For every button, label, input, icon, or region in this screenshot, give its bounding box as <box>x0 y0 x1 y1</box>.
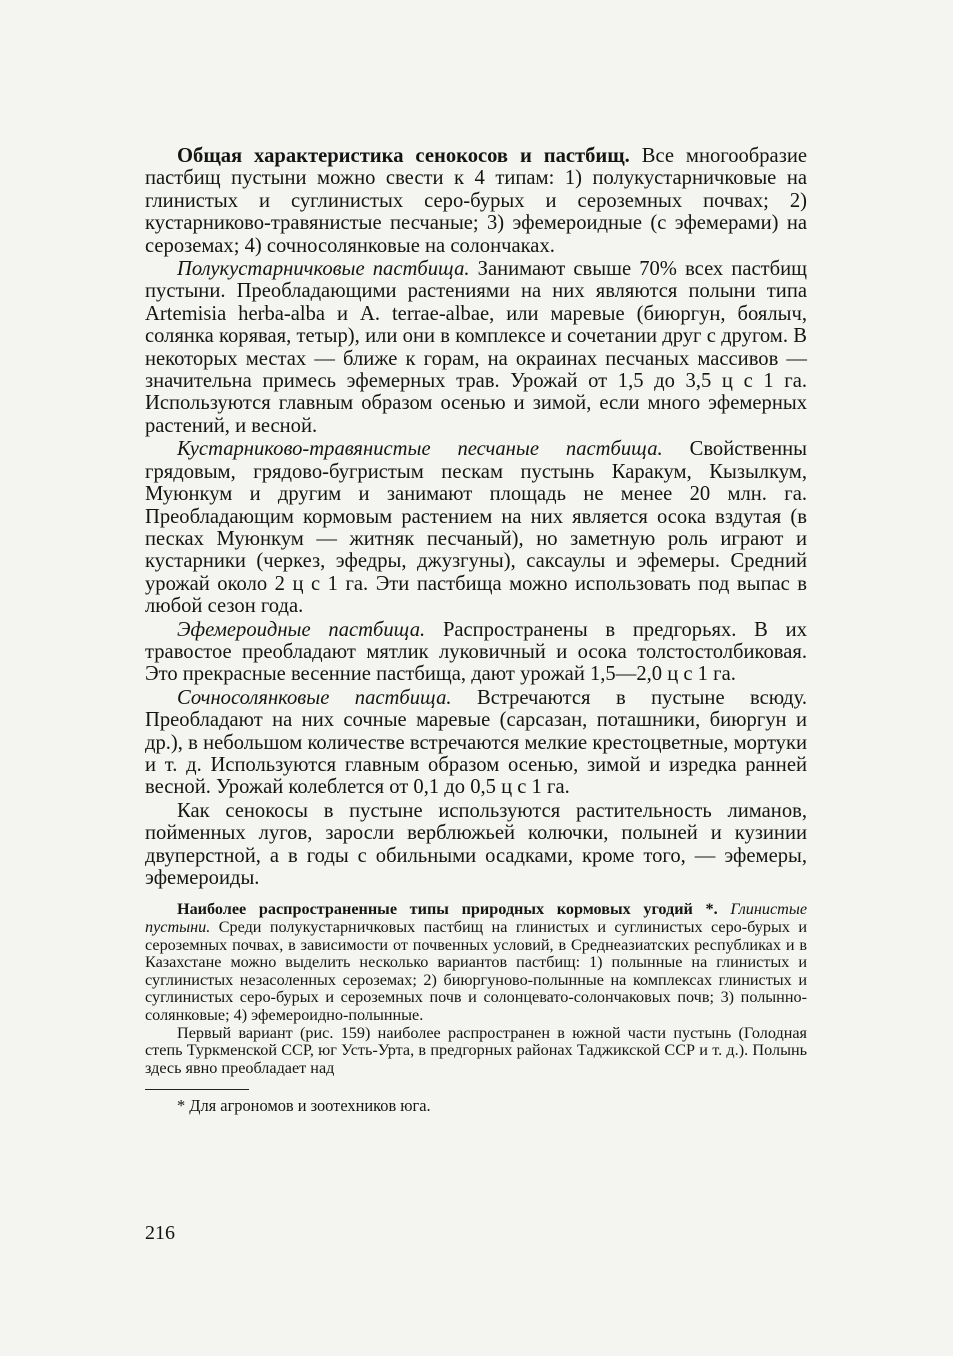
heading-types: Наиболее распространенные типы природных кормовых угодий *. <box>177 900 718 919</box>
paragraph-types <box>145 901 807 1024</box>
small-text <box>145 901 807 1077</box>
heading-general: Общая характеристика сенокосов и пастбищ. <box>177 145 630 167</box>
text-ephemeroid: Распространены в предгорьях. В их травостое преобладают мятлик луковичный и осока толстостолбиковая. Это прекрасные весенние пастбища, дают урожай 1,5—2,0 ц с 1 га. <box>145 618 808 686</box>
paragraph-first-variant <box>145 1025 807 1078</box>
paragraph-general <box>145 145 807 257</box>
heading-shrub-grass: Кустарниково-травянистые песчаные пастбища. <box>177 438 663 461</box>
paragraph-ephemeroid <box>145 619 807 686</box>
text-general: Все многообразие пастбищ пустыни можно свести к 4 типам: 1) полукустарничковые на глинистых и суглинистых серо-бурых и сероземных почвах; 2) кустарниково-травянистые песчаные; 3) эфемероидные (с эфемерами) на сероземах; 4) сочносолянковые на солончаках. <box>145 145 807 257</box>
text-first-variant: (рис. 159) наиболее распространен в южной части пустынь (Голодная степь Туркменской ССР, юг Усть-Урта, в предгорных районах Таджикской ССР и т. д.). Полынь здесь явно преобладает над <box>145 1023 807 1077</box>
paragraph-succulent <box>145 687 807 799</box>
lead-first-variant: Первый вариант <box>177 1023 293 1042</box>
subheading-clay-deserts: Глинистые пустыни. <box>145 900 808 936</box>
text-succulent: Встречаются в пустыне всюду. Преобладают на них сочные маревые (сарсазан, поташники, биюргун и др.), в небольшом количестве встречаются мелкие крестоцветные, мортуки и т. д. Используются главным образом осенью, зимой и изредка ранней весной. Урожай колеблется от 0,1 до 0,5 ц с 1 га. <box>145 686 807 799</box>
footnote-divider <box>145 1089 249 1090</box>
paragraph-shrub-grass <box>145 438 807 617</box>
heading-succulent: Сочносолянковые пастбища. <box>177 686 452 709</box>
heading-ephemeroid: Эфемероидные пастбища. <box>177 618 426 641</box>
text-hayfields: Как сенокосы в пустыне используются растительность лиманов, пойменных лугов, заросли верблюжьей колючки, полыней и кузинии двуперстной, а в годы с обильными осадками, кроме того, — эфемеры, эфемероиды. <box>145 799 807 889</box>
text-semi-shrub: Занимают свыше 70% всех пастбищ пустыни. Преобладающими растениями на них являются полыни типа Artemisia herba-alba и A. terrae-albae, или маревые (биюргун, боялыч, солянка корявая, тетыр), или они в комплексе и сочетании друг с другом. В некоторых местах — ближе к горам, на окраинах песчаных массивов — значительна примесь эфемерных трав. Урожай от 1,5 до 3,5 ц с 1 га. Используются главным образом осенью и зимой, если много эфемерных растений, и весной. <box>145 258 808 437</box>
main-text <box>145 145 807 889</box>
text-shrub-grass: Свойственны грядовым, грядово-бугристым пескам пустынь Каракум, Кызылкум, Муюнкум и другим и занимают площадь не менее 20 млн. га. Преобладающим кормовым растением на них является осока вздутая (в песках Муюнкум — житняк песчаный), но заметную роль играют и кустарники (черкез, эфедры, джузгуны), саксаулы и эфемеры. Средний урожай около 2 ц с 1 га. Эти пастбища можно использовать под выпас в любой сезон года. <box>145 438 807 618</box>
page-content <box>145 145 807 1116</box>
footnote: * Для агрономов и зоотехников юга. <box>177 1096 431 1116</box>
paragraph-semi-shrub <box>145 258 807 437</box>
heading-semi-shrub: Полукустарничковые пастбища. <box>177 258 470 281</box>
page-number: 216 <box>145 1222 175 1244</box>
paragraph-hayfields <box>145 800 807 890</box>
text-types: Среди полукустарничковых пастбищ на глинистых и суглинистых серо-бурых и сероземных почвах, в зависимости от почвенных условий, в Среднеазиатских республиках и в Казахстане можно выделить несколько вариантов пастбищ: 1) полынные на глинистых и суглинистых незасоленных сероземах; 2) биюргуново-полынные на комплексах глинистых и суглинистых серо-бурых и сероземных почв и солонцевато-солончаковых почв; 3) полынно-солянковые; 4) эфемероидно-полынные. <box>145 918 807 1024</box>
